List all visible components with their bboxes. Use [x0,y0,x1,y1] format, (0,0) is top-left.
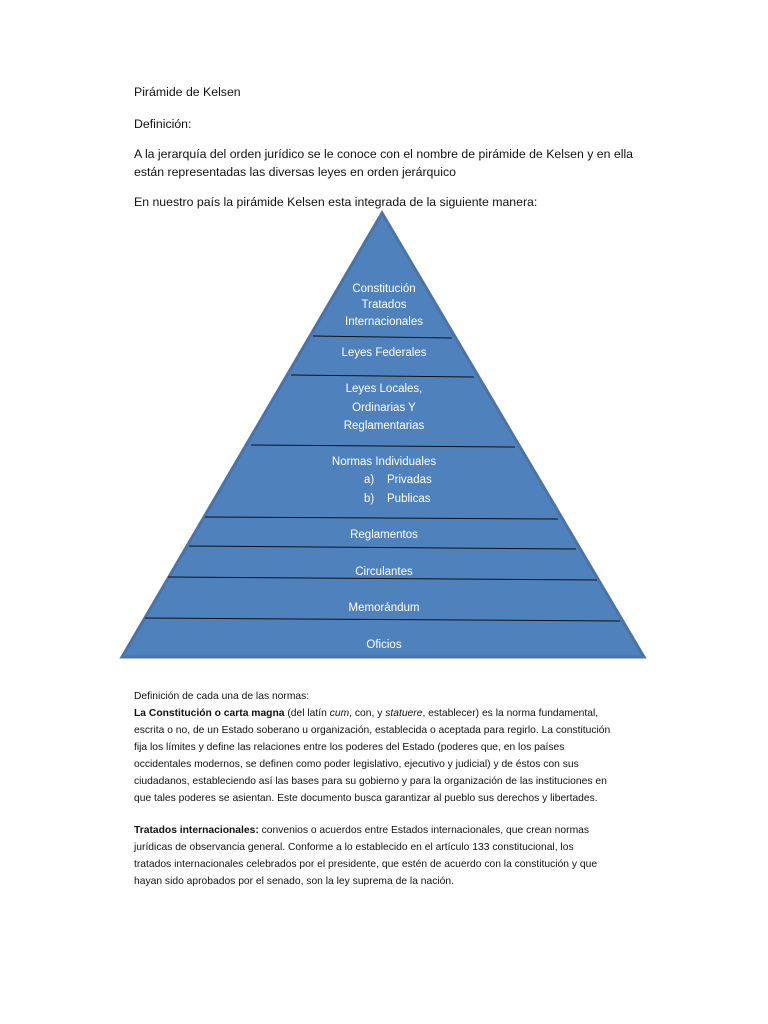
level3-line2: Ordinarias Y [352,402,416,414]
treaties-text-first: convenios o acuerdos entre Estados internacionales, que crean normas [258,825,590,836]
doc-title: Pirámide de Kelsen [134,85,241,99]
level1-line2: Tratados [361,299,407,311]
latin-statuere: statuere [385,708,423,719]
level1-line1: Constitución [352,283,416,295]
treaties-line: hayan sido aprobados por el senado, son la ley suprema de la nación. [134,876,454,887]
constitution-line: fija los límites y define las relaciones entre los poderes del Estado (poderes que, en los países [134,742,565,753]
constitution-term: La Constitución o carta magna [134,708,285,719]
intro-line-1: A la jerarquía del orden jurídico se le conoce con el nombre de pirámide de Kelsen y en ella [134,147,634,161]
constitution-line: occidentales modernos, se definen como poder legislativo, ejecutivo y judicial) y de éstos con sus [134,759,579,770]
pyramid-body [122,213,644,657]
level5-label: Reglamentos [350,529,418,541]
level7-label: Memorándum [348,602,420,614]
constitution-first-line [134,705,634,722]
treaties-first-line [134,822,634,839]
constitution-line: ciudadanos, estableciendo así las bases para su gobierno y para la organización de las instituciones en [134,776,607,787]
latin-cum: cum [329,708,350,719]
treaties-term: Tratados internacionales: [134,825,259,836]
level8-label: Oficios [366,639,402,651]
intro-line-2: están representadas las diversas leyes en orden jerárquico [134,165,456,179]
treaties-line: tratados internacionales celebrados por el presidente, que estén de acuerdo con la constitución y que [134,859,598,870]
treaties-line: jurídicas de observancia general. Conforme a lo establecido en el artículo 133 constitucional, los [134,842,574,853]
level6-label: Circulantes [355,566,413,578]
constitution-text-pre: (del latín [284,708,330,719]
constitution-text-mid: , con, y [349,708,386,719]
constitution-line: escrita o no, de un Estado soberano u organización, establecida o aceptada para regirlo. La constitución [134,725,611,736]
level3-line3: Reglamentarias [343,420,425,432]
level1-line3: Internacionales [345,316,423,328]
constitution-line: que tales poderes se asientan. Este documento busca garantizar al pueblo sus derechos y libertades. [134,793,598,804]
constitution-text-post: , establecer) es la norma fundamental, [422,708,599,719]
lead-in: En nuestro país la pirámide Kelsen esta integrada de la siguiente manera: [134,195,538,209]
level4-title: Normas Individuales [331,456,437,468]
definitions-heading: Definición de cada una de las normas: [134,691,310,702]
level4-item-b: b) Publicas [364,493,431,505]
definition-heading: Definición: [134,117,192,131]
level3-line1: Leyes Locales, [345,383,423,395]
level4-item-a: a) Privadas [364,474,432,486]
level2-label: Leyes Federales [341,347,427,359]
